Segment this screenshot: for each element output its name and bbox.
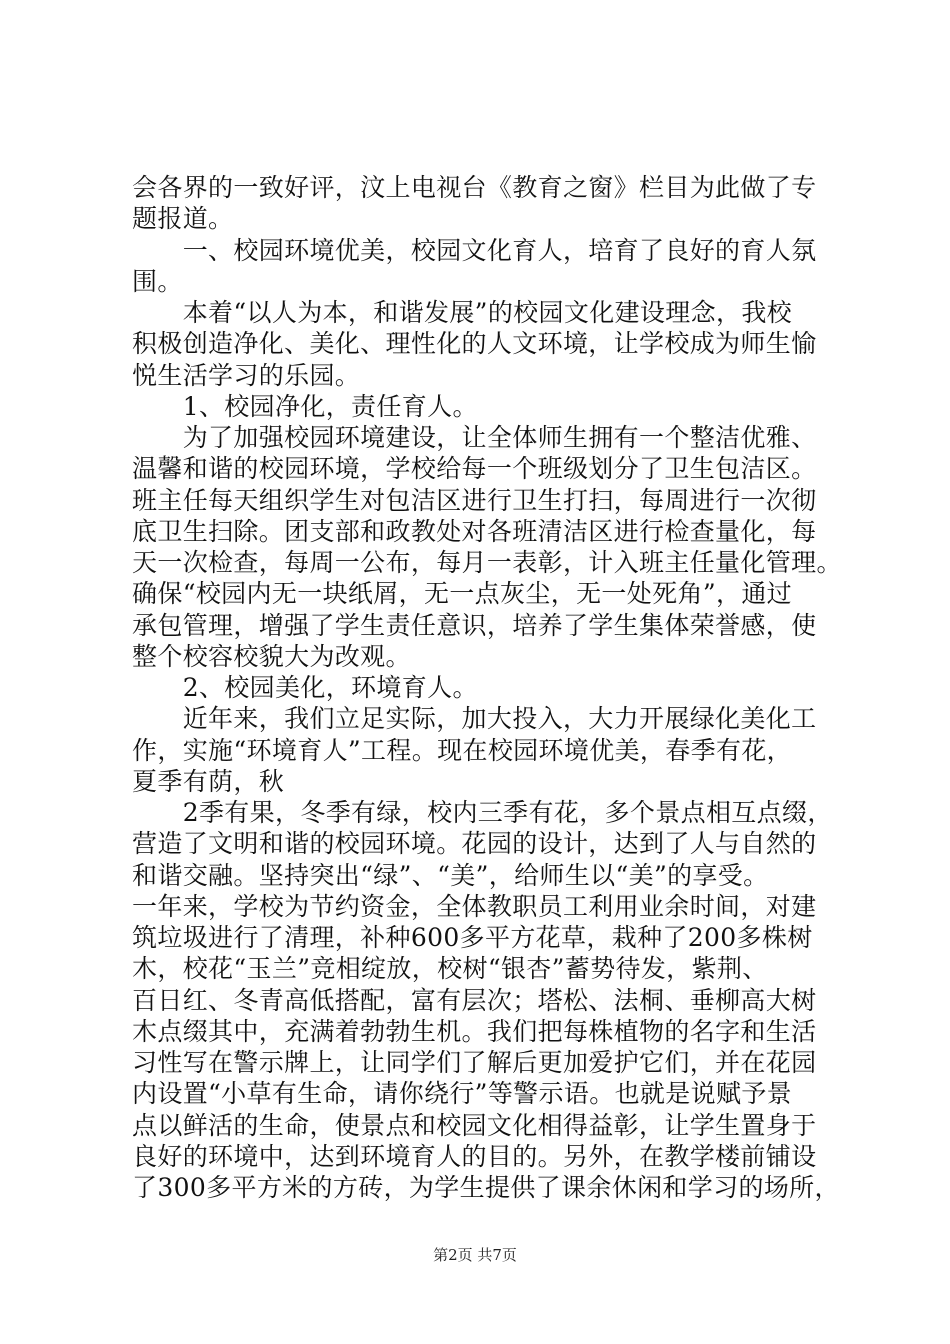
body-text-line: 本着“以人为本，和谐发展”的校园文化建设理念，我校: [132, 298, 793, 327]
body-text-line: 木，校花“玉兰”竞相绽放，校树“银杏”蓄势待发，紫荆、: [132, 954, 768, 983]
body-text-line: 积极创造净化、美化、理性化的人文环境，让学校成为师生愉: [132, 329, 817, 358]
body-text-line: 2季有果，冬季有绿，校内三季有花，多个景点相互点缀，: [132, 798, 833, 827]
body-text-line: 会各界的一致好评，汶上电视台《教育之窗》栏目为此做了专: [132, 173, 817, 202]
body-text-line: 为了加强校园环境建设，让全体师生拥有一个整洁优雅、: [132, 423, 817, 452]
body-text-line: 悦生活学习的乐园。: [132, 361, 361, 390]
section-heading-line: 围。: [132, 267, 183, 296]
body-text-line: 习性写在警示牌上，让同学们了解后更加爱护它们，并在花园: [132, 1048, 817, 1077]
body-text-line: 木点缀其中，充满着勃勃生机。我们把每株植物的名字和生活: [132, 1017, 817, 1046]
body-text-line: 良好的环境中，达到环境育人的目的。另外，在教学楼前铺设: [132, 1142, 817, 1171]
body-text-line: 营造了文明和谐的校园环境。花园的设计，达到了人与自然的: [132, 829, 817, 858]
body-text-line: 温馨和谐的校园环境，学校给每一个班级划分了卫生包洁区。: [132, 454, 817, 483]
body-text-line: 整个校容校貌大为改观。: [132, 642, 411, 671]
body-text-line: 内设置“小草有生命，请你绕行”等警示语。也就是说赋予景: [132, 1079, 793, 1108]
section-heading-line: 一、校园环境优美，校园文化育人，培育了良好的育人氛: [132, 236, 817, 265]
body-text-line: 筑垃圾进行了清理，补种600多平方花草，栽种了200多株树: [132, 923, 813, 952]
body-text-line: 点以鲜活的生命，使景点和校园文化相得益彰，让学生置身于: [132, 1111, 817, 1140]
subsection-heading-line: 1、校园净化，责任育人。: [132, 392, 478, 421]
body-text-line: 夏季有荫，秋: [132, 767, 285, 796]
body-text-line: 确保“校园内无一块纸屑，无一点灰尘，无一处死角”，通过: [132, 579, 793, 608]
body-text-line: 近年来，我们立足实际，加大投入，大力开展绿化美化工: [132, 704, 817, 733]
body-text-line: 一年来，学校为节约资金，全体教职员工利用业余时间，对建: [132, 892, 817, 921]
body-text-line: 班主任每天组织学生对包洁区进行卫生打扫，每周进行一次彻: [132, 486, 817, 515]
body-text-line: 百日红、冬青高低搭配，富有层次；塔松、法桐、垂柳高大树: [132, 986, 817, 1015]
body-text-line: 和谐交融。坚持突出“绿”、“美”，给师生以“美”的享受。: [132, 861, 769, 890]
page-number-footer: 第2页 共7页: [433, 1246, 517, 1264]
subsection-heading-line: 2、校园美化，环境育人。: [132, 673, 478, 702]
body-text-line: 作，实施“环境育人”工程。现在校园环境优美，春季有花，: [132, 736, 793, 765]
body-text-line: 底卫生扫除。团支部和政教处对各班清洁区进行检查量化，每: [132, 517, 817, 546]
body-text-line: 天一次检查，每周一公布，每月一表彰，计入班主任量化管理。: [132, 548, 842, 577]
body-text-line: 了300多平方米的方砖，为学生提供了课余休闲和学习的场所，: [132, 1173, 840, 1202]
body-text-line: 承包管理，增强了学生责任意识，培养了学生集体荣誉感，使: [132, 611, 817, 640]
body-text-line: 题报道。: [132, 204, 234, 233]
